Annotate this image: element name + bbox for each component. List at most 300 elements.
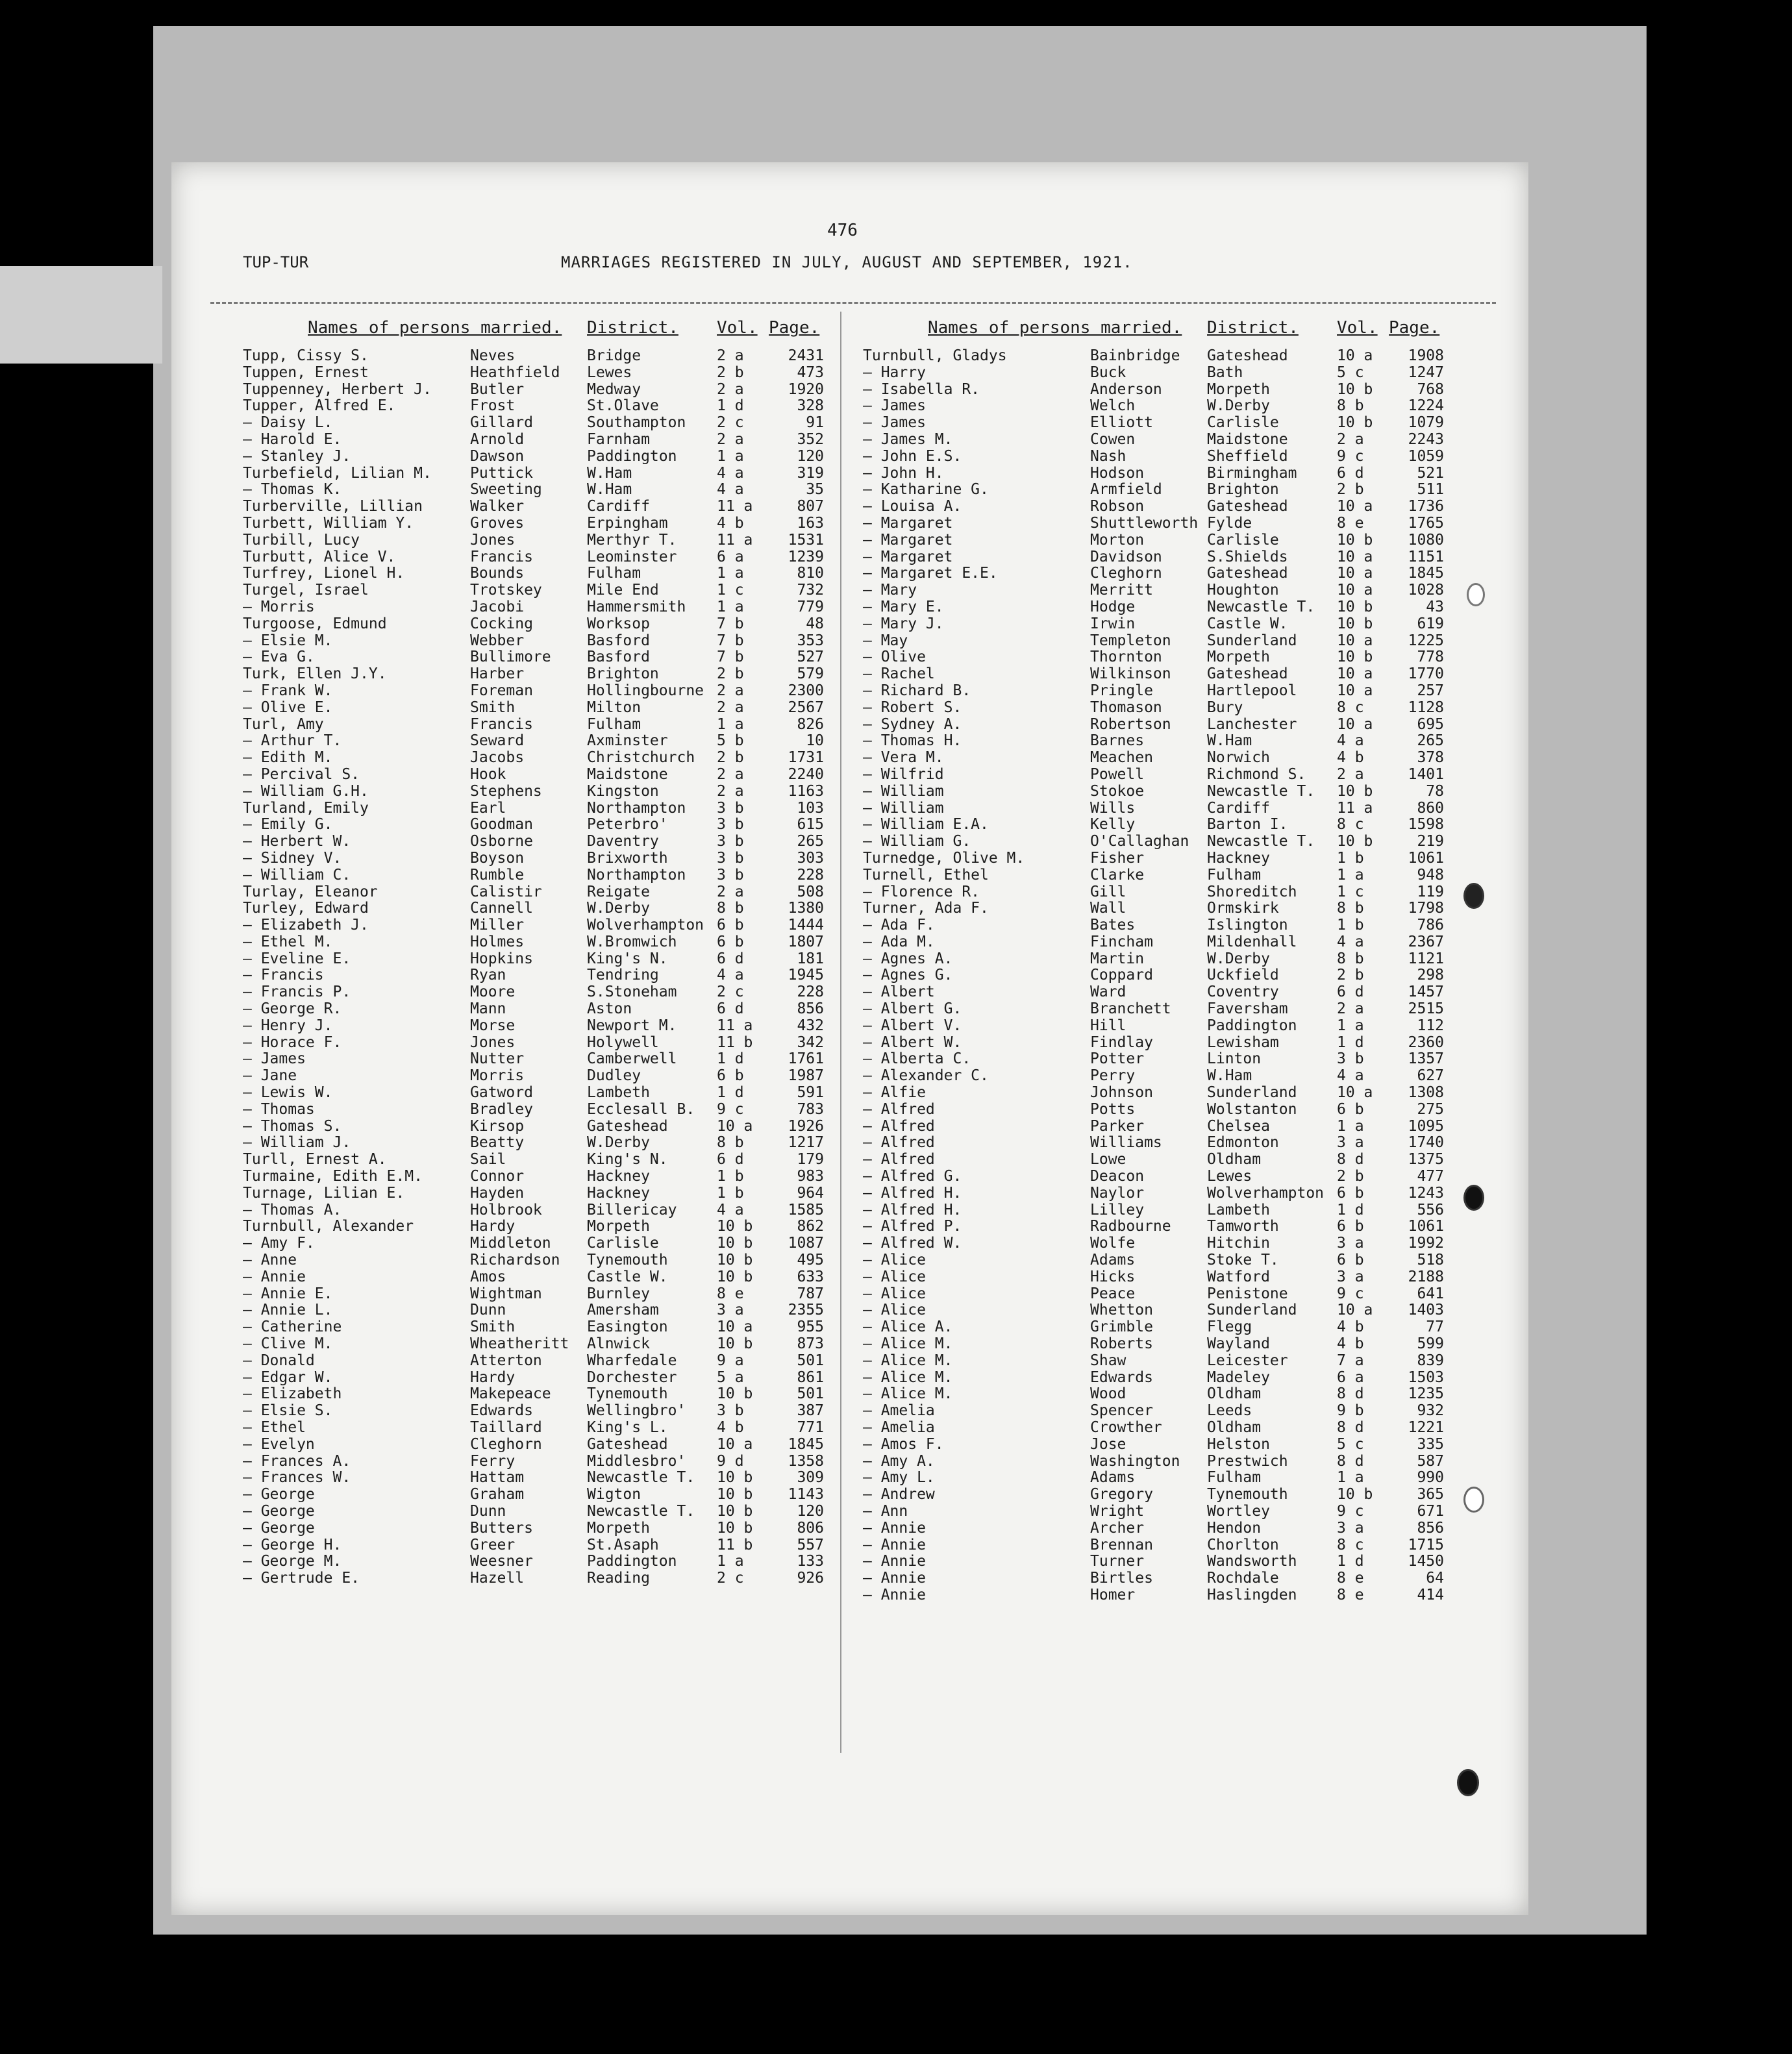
page-number: 476: [827, 221, 858, 240]
district: King's L.: [587, 1419, 668, 1436]
register-entry: [243, 951, 860, 968]
entry-name: — Florence R.: [863, 883, 980, 900]
register-entry: [243, 1102, 860, 1119]
register-entry: [863, 700, 1480, 717]
district: Cardiff: [1207, 799, 1270, 817]
entry-name: — Albert G.: [863, 1000, 962, 1018]
district: Shoreditch: [1207, 883, 1297, 900]
entry-name: — Amelia: [863, 1419, 935, 1436]
spouse-surname: Robertson: [1090, 715, 1171, 733]
district: Morpeth: [1207, 380, 1270, 398]
district: Brixworth: [587, 849, 668, 867]
register-entry: [243, 1470, 860, 1487]
page-ref: 627: [1417, 1067, 1444, 1085]
register-entry: [243, 1420, 860, 1437]
spouse-surname: Middleton: [470, 1235, 551, 1252]
volume: 1 a: [1337, 1469, 1364, 1487]
binder-hole: [1463, 1185, 1484, 1211]
page-ref: 861: [797, 1368, 824, 1386]
volume: 10 a: [1337, 582, 1373, 599]
register-entry: [863, 1068, 1480, 1085]
district: W.Bromwich: [587, 933, 677, 950]
entry-name: — Anne: [243, 1252, 297, 1269]
spouse-surname: Archer: [1090, 1519, 1145, 1537]
district: Newcastle T.: [587, 1469, 695, 1487]
spouse-surname: Merritt: [1090, 582, 1153, 599]
entry-name: — Annie: [863, 1536, 926, 1553]
district: Southampton: [587, 414, 686, 432]
register-entry: [243, 1537, 860, 1554]
register-entry: [863, 967, 1480, 984]
district: Tynemouth: [587, 1252, 668, 1269]
page-ref: 1765: [1408, 514, 1444, 532]
volume: 2 b: [1337, 481, 1364, 499]
entry-name: — Alfred H.: [863, 1201, 962, 1219]
entry-name: — Alfred H.: [863, 1184, 962, 1202]
volume: 8 e: [1337, 1586, 1364, 1603]
entry-name: — George: [243, 1502, 315, 1520]
spouse-surname: Hopkins: [470, 950, 533, 967]
district: Faversham: [1207, 1000, 1288, 1018]
spouse-surname: Hicks: [1090, 1268, 1136, 1285]
district: Basford: [587, 649, 650, 666]
spouse-surname: Smith: [470, 699, 516, 716]
volume: 9 c: [1337, 1285, 1364, 1302]
page-ref: 1143: [788, 1486, 824, 1503]
volume: 10 a: [1337, 682, 1373, 699]
register-entry: [863, 1420, 1480, 1437]
page-ref: 1358: [788, 1452, 824, 1470]
spouse-surname: Cowen: [1090, 430, 1136, 448]
entry-name: — Robert S.: [863, 699, 962, 716]
volume: 9 d: [717, 1452, 744, 1470]
spouse-surname: Ward: [1090, 984, 1126, 1001]
register-entry: [243, 700, 860, 717]
page-ref: 35: [806, 481, 824, 499]
page-ref: 856: [797, 1000, 824, 1018]
spouse-surname: Trotskey: [470, 582, 542, 599]
page-ref: 163: [797, 514, 824, 532]
district: Birmingham: [1207, 464, 1297, 482]
district: Tendring: [587, 967, 659, 984]
spouse-surname: Jones: [470, 531, 516, 549]
page-ref: 1715: [1408, 1536, 1444, 1553]
district: W.Derby: [1207, 397, 1270, 415]
district: Sunderland: [1207, 1084, 1297, 1102]
volume: 2 c: [717, 414, 744, 432]
entry-name: Turbefield, Lilian M.: [243, 464, 432, 482]
volume: 3 b: [1337, 1050, 1364, 1068]
page-header: Page.: [1389, 318, 1440, 338]
page-ref: 473: [797, 364, 824, 381]
district: Castle W.: [1207, 615, 1288, 632]
page-ref: 983: [797, 1168, 824, 1185]
district: Houghton: [1207, 582, 1279, 599]
left-column-header: [243, 318, 860, 348]
volume: 10 a: [1337, 1302, 1373, 1319]
page-ref: 335: [1417, 1435, 1444, 1453]
page-ref: 508: [797, 883, 824, 900]
spouse-surname: Wood: [1090, 1385, 1126, 1403]
register-entry: [243, 1085, 860, 1102]
district: Camberwell: [587, 1050, 677, 1068]
page-ref: 556: [1417, 1201, 1444, 1219]
register-entry: [243, 1119, 860, 1135]
district: Penistone: [1207, 1285, 1288, 1302]
volume: 2 c: [717, 984, 744, 1001]
district: W.Derby: [1207, 950, 1270, 967]
page-ref: 856: [1417, 1519, 1444, 1537]
volume: 1 c: [717, 582, 744, 599]
volume: 10 b: [717, 1235, 753, 1252]
volume: 8 c: [1337, 1536, 1364, 1553]
register-entry: [863, 934, 1480, 951]
page-ref: 1380: [788, 900, 824, 917]
spouse-surname: Wilkinson: [1090, 665, 1171, 683]
spouse-surname: Martin: [1090, 950, 1145, 967]
spouse-surname: Hodson: [1090, 464, 1145, 482]
entry-name: — Herbert W.: [243, 833, 351, 850]
volume: 6 b: [717, 933, 744, 950]
register-entry: [863, 432, 1480, 449]
register-entry: [243, 917, 860, 934]
volume: 3 b: [717, 1402, 744, 1420]
page-ref: 862: [797, 1218, 824, 1235]
register-entry: [243, 1487, 860, 1503]
volume: 10 a: [1337, 498, 1373, 515]
volume: 10 b: [1337, 649, 1373, 666]
district: Hammersmith: [587, 598, 686, 615]
district: Brighton: [587, 665, 659, 683]
volume: 6 b: [1337, 1252, 1364, 1269]
spouse-surname: Connor: [470, 1168, 525, 1185]
spouse-surname: Coppard: [1090, 967, 1153, 984]
spouse-surname: Thornton: [1090, 649, 1162, 666]
district: King's N.: [587, 950, 668, 967]
volume: 4 a: [1337, 1067, 1364, 1085]
left-column: [243, 318, 860, 1587]
register-entry: [243, 432, 860, 449]
volume: 8 d: [1337, 1419, 1364, 1436]
district: Lanchester: [1207, 715, 1297, 733]
district: Peterbro': [587, 816, 668, 834]
entry-name: — Albert: [863, 984, 935, 1001]
district: Wharfedale: [587, 1352, 677, 1369]
page-ref: 839: [1417, 1352, 1444, 1369]
entry-name: Turll, Ernest A.: [243, 1151, 387, 1169]
register-entry: [863, 1252, 1480, 1269]
district: Middlesbro': [587, 1452, 686, 1470]
spouse-surname: Taillard: [470, 1419, 542, 1436]
register-entry: [863, 867, 1480, 884]
district: W.Ham: [1207, 1067, 1252, 1085]
volume: 8 b: [717, 1134, 744, 1152]
entry-name: — Alfred: [863, 1151, 935, 1169]
entry-name: — Alberta C.: [863, 1050, 971, 1068]
district: Axminster: [587, 732, 668, 750]
spouse-surname: Davidson: [1090, 548, 1162, 565]
register-entry: [243, 1336, 860, 1353]
page-ref: 228: [797, 984, 824, 1001]
spouse-surname: Gillard: [470, 414, 533, 432]
spouse-surname: Morton: [1090, 531, 1145, 549]
district: Reigate: [587, 883, 650, 900]
district: Morpeth: [587, 1218, 650, 1235]
register-entry: [243, 482, 860, 499]
district: Oldham: [1207, 1385, 1262, 1403]
district: Wigton: [587, 1486, 641, 1503]
register-entry: [243, 1319, 860, 1336]
district: Tynemouth: [587, 1385, 668, 1403]
volume: 8 c: [1337, 816, 1364, 834]
district: Fylde: [1207, 514, 1252, 532]
district: Medway: [587, 380, 641, 398]
volume: 2 a: [717, 782, 744, 800]
page-ref: 1225: [1408, 632, 1444, 649]
entry-name: — Ethel: [243, 1419, 306, 1436]
entry-name: — Agnes G.: [863, 967, 953, 984]
page-ref: 48: [806, 615, 824, 632]
entry-name: — James: [863, 397, 926, 415]
volume: 8 b: [1337, 397, 1364, 415]
volume: 3 a: [1337, 1235, 1364, 1252]
entry-name: Tupper, Alfred E.: [243, 397, 396, 415]
spouse-surname: Ryan: [470, 967, 506, 984]
register-entry: [243, 382, 860, 399]
district: Lambeth: [587, 1084, 650, 1102]
page-ref: 352: [797, 430, 824, 448]
volume: 2 a: [1337, 765, 1364, 783]
page-ref: 2567: [788, 699, 824, 716]
volume: 1 c: [1337, 883, 1364, 900]
entry-name: — Eva G.: [243, 649, 315, 666]
register-entry: [863, 800, 1480, 817]
page-ref: 120: [797, 1502, 824, 1520]
page-ref: 527: [797, 649, 824, 666]
spouse-surname: Goodman: [470, 816, 533, 834]
page-ref: 807: [797, 498, 824, 515]
district: Daventry: [587, 833, 659, 850]
district: King's N.: [587, 1151, 668, 1169]
volume: 4 b: [1337, 1335, 1364, 1353]
page-ref: 806: [797, 1519, 824, 1537]
page-ref: 328: [797, 397, 824, 415]
page-ref: 10: [806, 732, 824, 750]
volume: 4 a: [717, 967, 744, 984]
spouse-surname: Makepeace: [470, 1385, 551, 1403]
entry-name: — Albert W.: [863, 1033, 962, 1051]
page-ref: 1217: [788, 1134, 824, 1152]
district: Fulham: [1207, 1469, 1262, 1487]
header-rule: [210, 302, 1496, 304]
page-ref: 353: [797, 632, 824, 649]
entry-name: — Catherine: [243, 1318, 342, 1336]
entry-name: — Harold E.: [243, 430, 342, 448]
entry-name: Turlay, Eleanor: [243, 883, 378, 900]
spouse-surname: Seward: [470, 732, 525, 750]
spouse-surname: Powell: [1090, 765, 1145, 783]
register-entry: [863, 1269, 1480, 1286]
register-entry: [863, 951, 1480, 968]
spouse-surname: Jacobi: [470, 598, 525, 615]
register-entry: [863, 750, 1480, 767]
register-entry: [863, 1487, 1480, 1503]
volume: 10 a: [1337, 665, 1373, 683]
register-entry: [243, 934, 860, 951]
register-entry: [243, 733, 860, 750]
spouse-surname: Whetton: [1090, 1302, 1153, 1319]
district: Fulham: [587, 715, 641, 733]
right-column: [863, 318, 1480, 1604]
spouse-surname: Hook: [470, 765, 506, 783]
entry-name: — Frances A.: [243, 1452, 351, 1470]
entry-name: — William E.A.: [863, 816, 989, 834]
page-ref: 501: [797, 1352, 824, 1369]
spouse-surname: Hodge: [1090, 598, 1136, 615]
volume: 8 e: [1337, 1570, 1364, 1587]
page-ref: 495: [797, 1252, 824, 1269]
register-entry: [863, 449, 1480, 465]
district: Castle W.: [587, 1268, 668, 1285]
district: Holywell: [587, 1033, 659, 1051]
entry-name: — Emily G.: [243, 816, 333, 834]
register-page: [171, 162, 1528, 1915]
register-entry: [243, 1202, 860, 1219]
spouse-surname: Shaw: [1090, 1352, 1126, 1369]
page-ref: 2431: [788, 347, 824, 364]
entry-name: — Alice: [863, 1268, 926, 1285]
district: W.Derby: [587, 900, 650, 917]
district: Morpeth: [1207, 649, 1270, 666]
page-ref: 103: [797, 799, 824, 817]
district: Tamworth: [1207, 1218, 1279, 1235]
page-ref: 1087: [788, 1235, 824, 1252]
page-ref: 990: [1417, 1469, 1444, 1487]
volume: 7 b: [717, 615, 744, 632]
entry-name: — Annie L.: [243, 1302, 333, 1319]
spouse-surname: Osborne: [470, 833, 533, 850]
surname-range: TUP-TUR: [243, 253, 309, 271]
entry-name: — Harry: [863, 364, 926, 381]
district: Bath: [1207, 364, 1243, 381]
district: Reading: [587, 1570, 650, 1587]
register-entry: [863, 884, 1480, 901]
register-entry: [863, 649, 1480, 666]
volume: 9 a: [717, 1352, 744, 1369]
volume: 10 a: [717, 1435, 753, 1453]
register-entry: [243, 549, 860, 566]
register-entry: [863, 515, 1480, 532]
spouse-surname: Cannell: [470, 900, 533, 917]
spouse-surname: Rumble: [470, 866, 525, 884]
district: St.Olave: [587, 397, 659, 415]
register-entry: [243, 1570, 860, 1587]
register-entry: [863, 1085, 1480, 1102]
vol-header: Vol.: [717, 318, 758, 338]
district: W.Derby: [587, 1134, 650, 1152]
district: Fulham: [587, 565, 641, 582]
spouse-surname: Shuttleworth: [1090, 514, 1199, 532]
district: Newport M.: [587, 1017, 677, 1034]
district: W.Ham: [1207, 732, 1252, 750]
page-ref: 365: [1417, 1486, 1444, 1503]
district: Paddington: [1207, 1017, 1297, 1034]
register-entry: [863, 1570, 1480, 1587]
district: Carlisle: [587, 1235, 659, 1252]
volume: 5 c: [1337, 1435, 1364, 1453]
volume: 2 a: [717, 883, 744, 900]
volume: 6 d: [1337, 464, 1364, 482]
district: Bury: [1207, 699, 1243, 716]
spouse-surname: Naylor: [1090, 1184, 1145, 1202]
spouse-surname: Miller: [470, 917, 525, 934]
entry-name: — George H.: [243, 1536, 342, 1553]
page-ref: 43: [1426, 598, 1444, 615]
volume: 8 b: [1337, 900, 1364, 917]
page-ref: 432: [797, 1017, 824, 1034]
page-ref: 303: [797, 849, 824, 867]
volume: 10 b: [717, 1218, 753, 1235]
volume: 9 c: [1337, 447, 1364, 465]
page-ref: 599: [1417, 1335, 1444, 1353]
page-ref: 1908: [1408, 347, 1444, 364]
spouse-surname: Grimble: [1090, 1318, 1153, 1336]
entry-name: — Alice M.: [863, 1335, 953, 1353]
district: Ormskirk: [1207, 900, 1279, 917]
page-ref: 181: [797, 950, 824, 967]
entry-name: — Elizabeth J.: [243, 917, 369, 934]
volume: 10 a: [1337, 632, 1373, 649]
spouse-surname: Wright: [1090, 1502, 1145, 1520]
spouse-surname: Armfield: [1090, 481, 1162, 499]
spouse-surname: Elliott: [1090, 414, 1153, 432]
page-ref: 1224: [1408, 397, 1444, 415]
page-ref: 1770: [1408, 665, 1444, 683]
register-entry: [243, 1185, 860, 1202]
district: Wolverhampton: [587, 917, 704, 934]
register-entry: [863, 499, 1480, 515]
entry-name: — George M.: [243, 1553, 342, 1570]
volume: 7 b: [717, 649, 744, 666]
entry-name: Turnedge, Olive M.: [863, 849, 1025, 867]
spouse-surname: Francis: [470, 548, 533, 565]
spouse-surname: Bullimore: [470, 649, 551, 666]
volume: 4 a: [717, 481, 744, 499]
page-ref: 1095: [1408, 1117, 1444, 1135]
district: Cardiff: [587, 498, 650, 515]
register-entry: [243, 365, 860, 382]
entry-name: — William: [863, 782, 944, 800]
entry-name: — Thomas A.: [243, 1201, 342, 1219]
page-header: Page.: [769, 318, 820, 338]
register-entry: [243, 1051, 860, 1068]
volume: 11 a: [717, 498, 753, 515]
volume: 1 d: [1337, 1553, 1364, 1570]
page-ref: 1798: [1408, 900, 1444, 917]
register-entry: [243, 984, 860, 1001]
register-entry: [863, 1169, 1480, 1185]
entry-name: Turner, Ada F.: [863, 900, 989, 917]
entry-name: — Annie: [243, 1268, 306, 1285]
entry-name: — May: [863, 632, 908, 649]
volume: 2 a: [717, 430, 744, 448]
district: Lewes: [1207, 1168, 1252, 1185]
entry-name: — Alfred: [863, 1117, 935, 1135]
volume: 1 a: [1337, 866, 1364, 884]
page-ref: 2300: [788, 682, 824, 699]
spouse-surname: Edwards: [1090, 1368, 1153, 1386]
spouse-surname: Kelly: [1090, 816, 1136, 834]
